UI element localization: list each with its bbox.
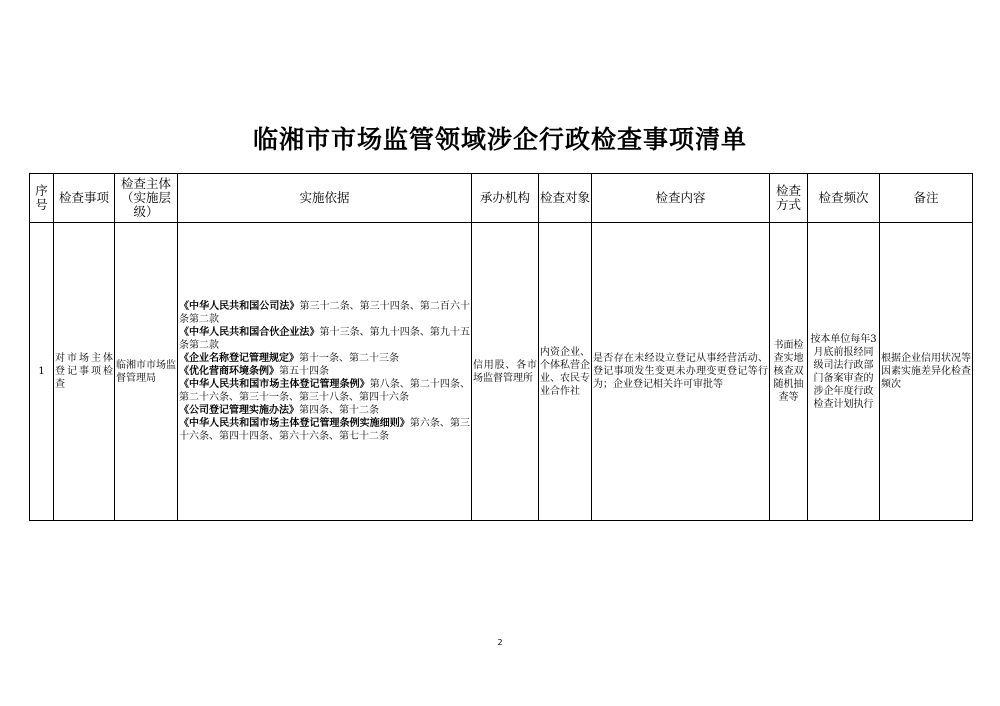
header-remarks: 备注 <box>880 174 973 223</box>
basis-law: 《中华人民共和国市场主体登记管理条例实施细则》 <box>179 418 410 429</box>
cell-method: 书面检查实地核查双随机抽查等 <box>770 223 808 521</box>
basis-articles: 第五十四条 <box>279 366 329 377</box>
header-frequency: 检查频次 <box>808 174 880 223</box>
cell-basis <box>178 223 472 521</box>
header-seq: 序号 <box>30 174 54 223</box>
cell-remarks: 根据企业信用状况等因素实施差异化检查频次 <box>880 223 973 521</box>
basis-entry <box>179 365 470 378</box>
inspection-items-table <box>29 173 973 521</box>
cell-content: 是否存在未经设立登记从事经营活动、登记事项发生变更未办理变更登记等行为；企业登记相关许可审批等 <box>592 223 770 521</box>
basis-entry <box>179 326 470 352</box>
basis-articles: 第十三条、第九十四条、第九十五条第二款 <box>179 327 470 351</box>
cell-frequency: 按本单位每年3月底前报经同级司法行政部门备案审查的涉企年度行政检查计划执行 <box>808 223 880 521</box>
basis-law: 《中华人民共和国公司法》 <box>179 301 300 312</box>
page-number: 2 <box>497 638 503 647</box>
basis-articles: 第十一条、第二十三条 <box>299 353 399 364</box>
basis-law: 《中华人民共和国市场主体登记管理条例》 <box>179 379 370 390</box>
table-header-row <box>30 174 973 223</box>
cell-subject: 临湘市市场监督管理局 <box>115 223 178 521</box>
basis-law: 《中华人民共和国合伙企业法》 <box>179 327 320 338</box>
basis-articles: 第四条、第十二条 <box>299 405 379 416</box>
cell-item: 对市场主体登记事项检查 <box>54 223 115 521</box>
header-basis: 实施依据 <box>178 174 472 223</box>
basis-entry <box>179 352 470 365</box>
header-subject: 检查主体（实施层级） <box>115 174 178 223</box>
basis-law: 《公司登记管理实施办法》 <box>179 405 299 416</box>
basis-entry <box>179 417 470 443</box>
header-target: 检查对象 <box>539 174 592 223</box>
basis-entry <box>179 404 470 417</box>
cell-agency: 信用股、各市场监督管理所 <box>472 223 539 521</box>
header-item: 检查事项 <box>54 174 115 223</box>
table-row <box>30 223 973 521</box>
basis-law: 《优化营商环境条例》 <box>179 366 279 377</box>
header-agency: 承办机构 <box>472 174 539 223</box>
document-title: 临湘市市场监管领域涉企行政检查事项清单 <box>252 125 747 154</box>
basis-articles: 第三十二条、第三十四条、第二百六十条第二款 <box>179 301 471 325</box>
header-method: 检查方式 <box>770 174 808 223</box>
cell-seq: 1 <box>30 223 54 521</box>
cell-target: 内资企业、个体私营企业、农民专业合作社 <box>539 223 592 521</box>
basis-entry <box>179 300 470 326</box>
basis-law: 《企业名称登记管理规定》 <box>179 353 299 364</box>
header-content: 检查内容 <box>592 174 770 223</box>
basis-articles: 第六条、第三十六条、第四十四条、第六十六条、第七十二条 <box>179 418 471 442</box>
basis-entry <box>179 378 470 404</box>
basis-articles: 第八条、第二十四条、第二十六条、第三十一条、第三十八条、第四十六条 <box>179 379 471 403</box>
